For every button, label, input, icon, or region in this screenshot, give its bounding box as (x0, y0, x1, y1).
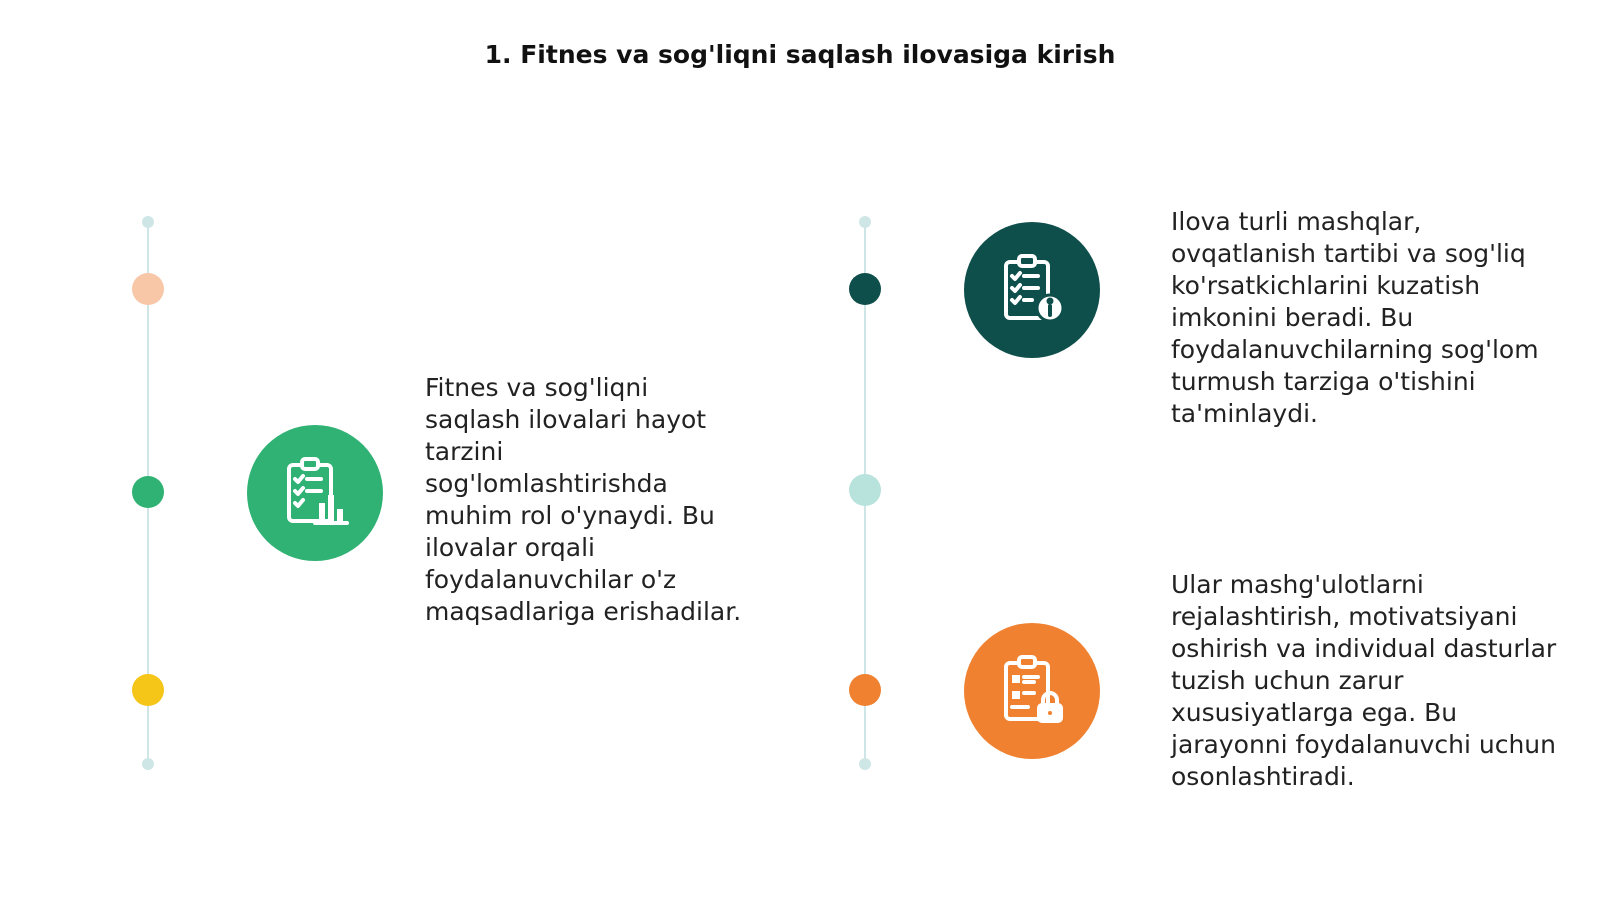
clipboard-info-icon (964, 222, 1100, 358)
clipboard-chart-icon (247, 425, 383, 561)
right-timeline-dot-orange (849, 674, 881, 706)
left-timeline-dot-green (132, 476, 164, 508)
clipboard-lock-icon (964, 623, 1100, 759)
right-timeline-dot-bottom (859, 758, 871, 770)
left-timeline-dot-top (142, 216, 154, 228)
slide-title: 1. Fitnes va sog'liqni saqlash ilovasiga kirish (484, 40, 1116, 69)
right-top-description: Ilova turli mashqlar, ovqatlanish tartibi va sog'liq ko'rsatkichlarini kuzatish imkonini beradi. Bu foydalanuvchilarning sog'lom turmush tarziga o'tishini ta'minlaydi. (1171, 207, 1539, 428)
left-description: Fitnes va sog'liqni saqlash ilovalari hayot tarzini sog'lomlashtirishda muhim rol o'ynaydi. Bu ilovalar orqali foydalanuvchilar o'z maqsadlariga erishadilar. (425, 373, 742, 626)
left-timeline-dot-yellow (132, 674, 164, 706)
right-timeline-dot-top (859, 216, 871, 228)
right-timeline-dot-teal (849, 273, 881, 305)
right-bottom-description: Ular mashg'ulotlarni rejalashtirish, motivatsiyani oshirish va individual dasturlar tuzish uchun zarur xususiyatlarga ega. Bu jarayonni foydalanuvchi uchun osonlashtiradi. (1171, 570, 1557, 791)
left-timeline-dot-peach (132, 273, 164, 305)
right-timeline-dot-mint (849, 474, 881, 506)
left-timeline-dot-bottom (142, 758, 154, 770)
